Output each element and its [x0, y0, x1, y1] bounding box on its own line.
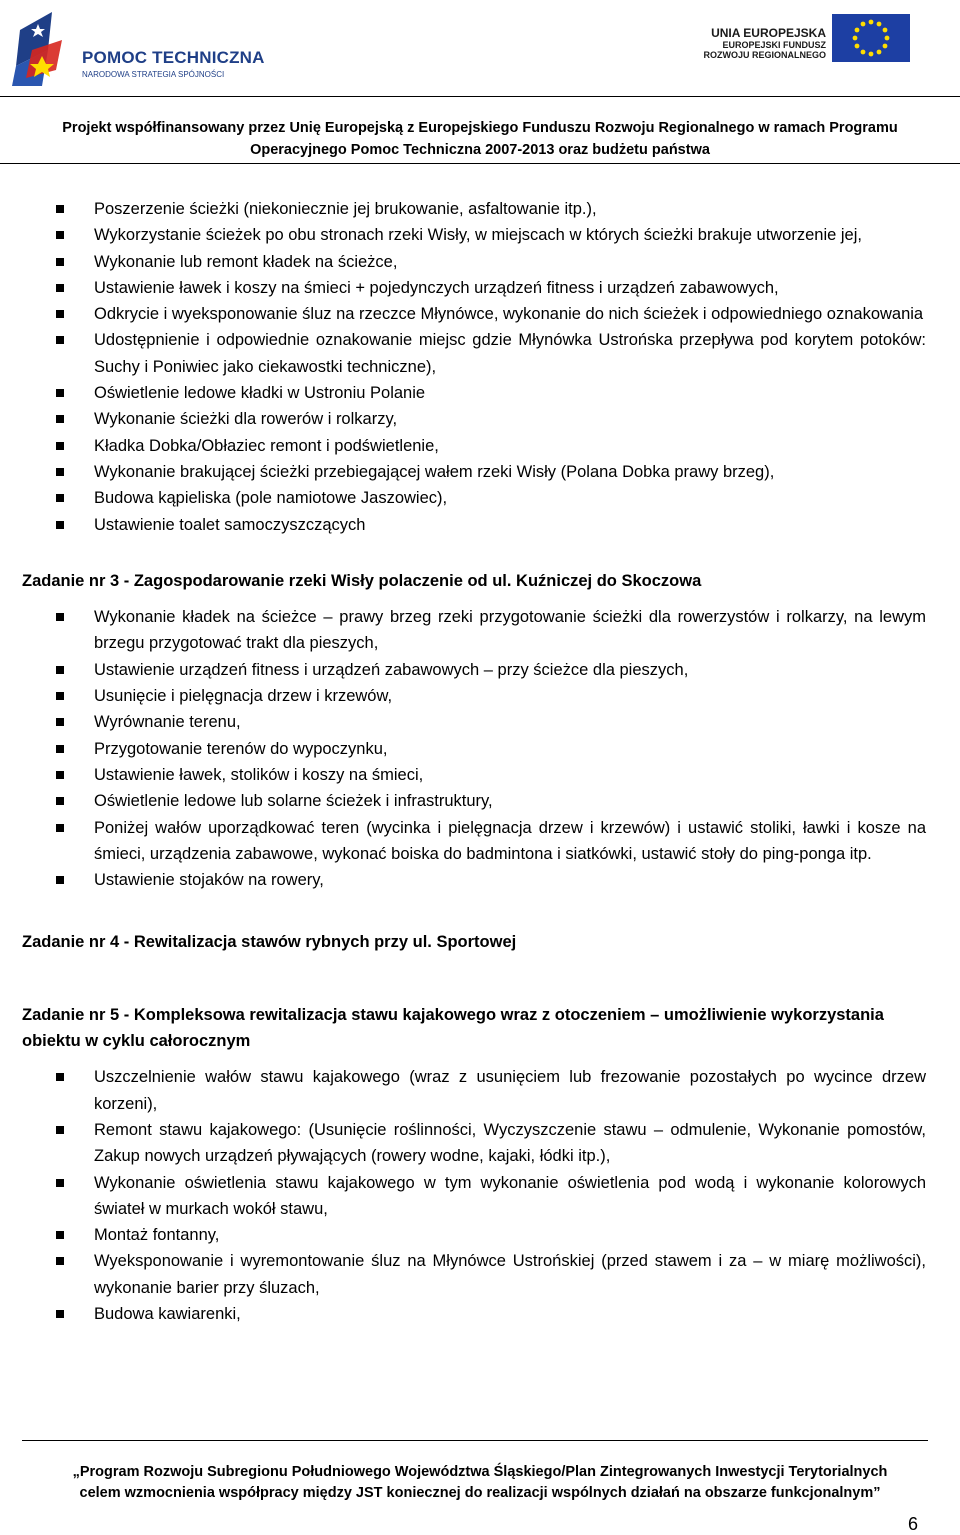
list-item: Montaż fontanny, — [22, 1222, 926, 1248]
footer — [0, 1462, 960, 1504]
list-item: Wykorzystanie ścieżek po obu stronach rzeki Wisły, w miejscach w których ścieżki brakuje utworzenie jej, — [22, 222, 926, 248]
list-item: Oświetlenie ledowe lub solarne ścieżek i infrastruktury, — [22, 788, 926, 814]
list-item: Budowa kąpieliska (pole namiotowe Jaszowiec), — [22, 485, 926, 511]
eu-logo-line3: ROZWOJU REGIONALNEGO — [703, 50, 826, 60]
project-funding-line1: Projekt współfinansowany przez Unię Europejską z Europejskiego Funduszu Rozwoju Regionalnego w ramach Programu — [62, 120, 898, 136]
list-item: Uszczelnienie wałów stawu kajakowego (wraz z usunięciem lub frezowanie pozostałych po wycince drzew korzeni), — [22, 1064, 926, 1117]
task5-heading: Zadanie nr 5 - Kompleksowa rewitalizacja stawu kajakowego wraz z otoczeniem – umożliwienie wykorzystania obiektu w cyklu całorocznym — [22, 1005, 884, 1051]
footer-line2: celem wzmocnienia współpracy między JST koniecznej do realizacji wspólnych działań na obszarze funkcjonalnym” — [79, 1485, 881, 1501]
list-item: Wykonanie lub remont kładek na ścieżce, — [22, 249, 926, 275]
list-item: Kładka Dobka/Obłaziec remont i podświetlenie, — [22, 433, 926, 459]
list-item: Usunięcie i pielęgnacja drzew i krzewów, — [22, 683, 926, 709]
footer-line1: „Program Rozwoju Subregionu Południowego Województwa Śląskiego/Plan Zintegrowanych Inwestycji Terytorialnych — [72, 1464, 888, 1480]
list-item: Udostępnienie i odpowiednie oznakowanie miejsc gdzie Młynówka Ustrońska przepływa pod korytem potoków: Suchy i Poniwiec jako ciekawostki techniczne), — [22, 327, 926, 380]
list-item: Ustawienie ławek, stolików i koszy na śmieci, — [22, 762, 926, 788]
list-item: Wykonanie brakującej ścieżki przebiegającej wałem rzeki Wisły (Polana Dobka prawy brzeg), — [22, 459, 926, 485]
list-item: Remont stawu kajakowego: (Usunięcie roślinności, Wyczyszczenie stawu – odmulenie, Wykonanie pomostów, Zakup nowych urządzeń pływających (rowery wodne, kajaki, łódki itp.), — [22, 1117, 926, 1170]
list-item: Wykonanie ścieżki dla rowerów i rolkarzy, — [22, 406, 926, 432]
task3-heading: Zadanie nr 3 - Zagospodarowanie rzeki Wisły polaczenie od ul. Kuźniczej do Skoczowa — [22, 571, 702, 590]
list-item: Ustawienie toalet samoczyszczących — [22, 512, 926, 538]
list-item: Wykonanie oświetlenia stawu kajakowego w tym wykonanie oświetlenia pod wodą i wykonanie kolorowych świateł w murkach wokół stawu, — [22, 1170, 926, 1223]
task5-list — [22, 1064, 926, 1327]
list-item: Poniżej wałów uporządkować teren (wycinka i pielęgnacja drzew i krzewów) i ustawić stoliki, ławki i kosze na śmieci, urządzenia zabawowe, wykonać boiska do badmintona i siatkówki, ustawić stoły do ping-ponga itp. — [22, 815, 926, 868]
footer-divider — [22, 1440, 928, 1441]
list-item: Wyrównanie terenu, — [22, 709, 926, 735]
list-item: Oświetlenie ledowe kładki w Ustroniu Polanie — [22, 380, 926, 406]
list-item: Odkrycie i wyeksponowanie śluz na rzeczce Młynówce, wykonanie do nich ścieżek i odpowiedniego oznakowania — [22, 301, 926, 327]
project-funding-line2: Operacyjnego Pomoc Techniczna 2007-2013 oraz budżetu państwa — [250, 142, 710, 158]
page-header — [0, 0, 960, 165]
pomoc-techniczna-logo — [12, 10, 265, 90]
list-item: Wykonanie kładek na ścieżce – prawy brzeg rzeki przygotowanie ścieżki dla rowerzystów i rolkarzy, na lewym brzegu przygotować trakt dla pieszych, — [22, 604, 926, 657]
list-item: Wyeksponowanie i wyremontowanie śluz na Młynówce Ustrońskiej (przed stawem i za – w miarę możliwości), wykonanie barier przy śluzach, — [22, 1248, 926, 1301]
pomoc-techniczna-emblem-icon — [12, 10, 74, 88]
eu-flag-icon — [832, 14, 910, 62]
list-item: Ustawienie ławek i koszy na śmieci + pojedynczych urządzeń fitness i urządzeń zabawowych, — [22, 275, 926, 301]
task3-list — [22, 604, 926, 893]
list-item: Ustawienie urządzeń fitness i urządzeń zabawowych – przy ścieżce dla pieszych, — [22, 657, 926, 683]
logo-subtitle: NARODOWA STRATEGIA SPÓJNOŚCI — [82, 70, 225, 79]
task2-list — [22, 196, 926, 538]
list-item: Poszerzenie ścieżki (niekoniecznie jej brukowanie, asfaltowanie itp.), — [22, 196, 926, 222]
list-item: Ustawienie stojaków na rowery, — [22, 867, 926, 893]
document-body — [22, 196, 926, 1327]
eu-logo-line1: UNIA EUROPEJSKA — [711, 26, 826, 40]
header-divider — [0, 96, 960, 97]
eu-logo — [686, 14, 916, 74]
eu-logo-line2: EUROPEJSKI FUNDUSZ — [722, 40, 826, 50]
page-number: 6 — [908, 1514, 919, 1534]
header-bottom-divider — [0, 163, 960, 164]
list-item: Przygotowanie terenów do wypoczynku, — [22, 736, 926, 762]
task4-heading: Zadanie nr 4 - Rewitalizacja stawów rybnych przy ul. Sportowej — [22, 933, 517, 952]
logo-title: POMOC TECHNICZNA — [82, 48, 265, 67]
list-item: Budowa kawiarenki, — [22, 1301, 926, 1327]
